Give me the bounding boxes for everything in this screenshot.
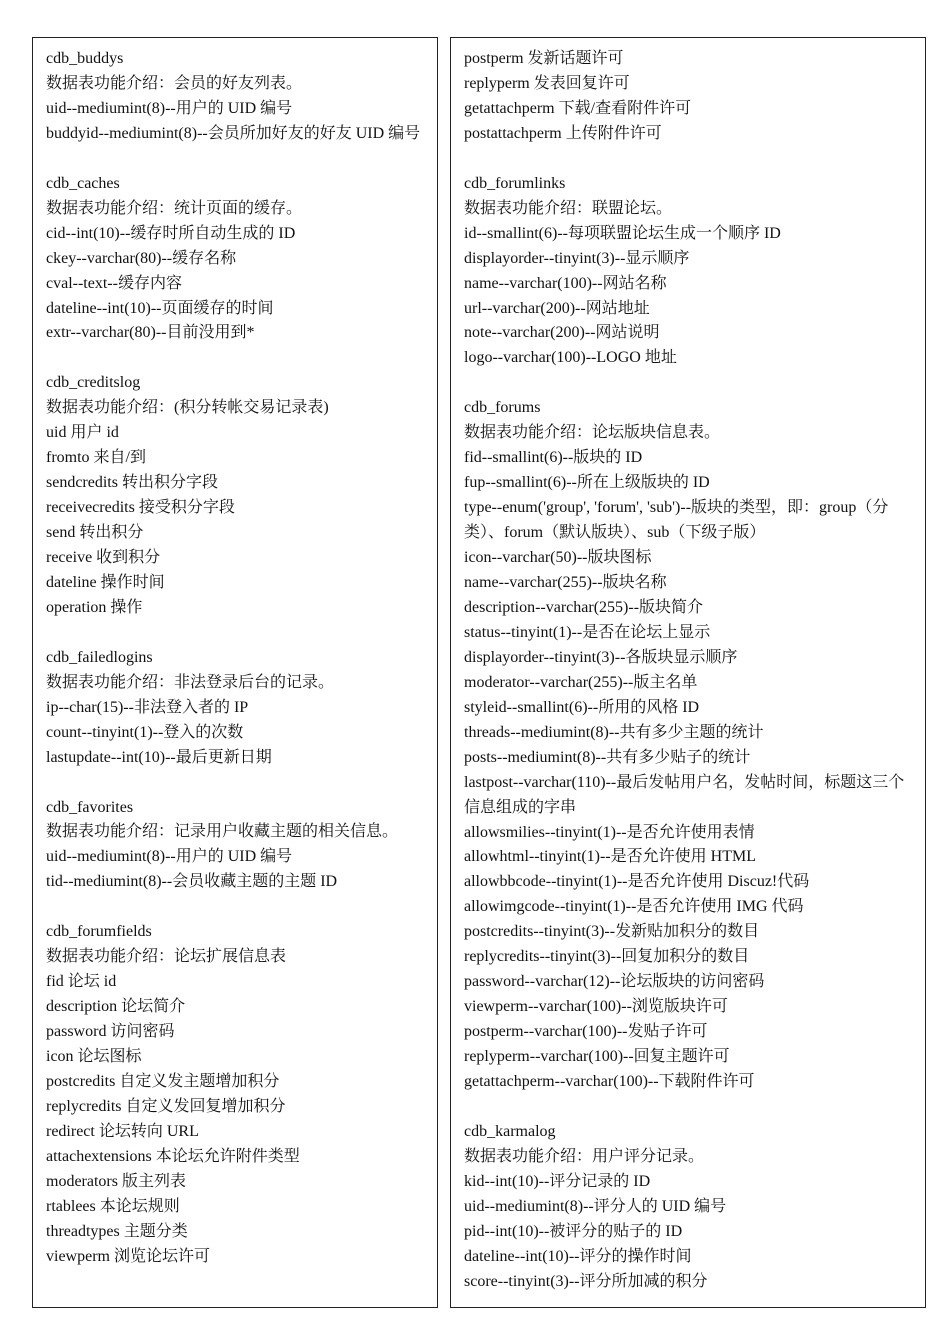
text-line: tid--mediumint(8)--会员收藏主题的主题 ID bbox=[46, 873, 338, 891]
table-name-heading: cdb_forums bbox=[464, 399, 541, 417]
text-line: operation 操作 bbox=[46, 598, 143, 616]
text-line: moderator--varchar(255)--版主名单 bbox=[464, 673, 698, 691]
text-line: uid--mediumint(8)--评分人的 UID 编号 bbox=[464, 1197, 727, 1215]
text-line: dateline 操作时间 bbox=[46, 573, 165, 591]
table-name-heading: cdb_caches bbox=[46, 174, 120, 192]
blank-line bbox=[464, 371, 913, 396]
table-name-heading: cdb_favorites bbox=[46, 798, 134, 816]
blank-line bbox=[46, 895, 425, 920]
text-line: styleid--smallint(6)--所用的风格 ID bbox=[464, 698, 700, 716]
text-line: icon 论坛图标 bbox=[46, 1048, 142, 1066]
text-line: allowimgcode--tinyint(1)--是否允许使用 IMG 代码 bbox=[464, 898, 804, 916]
text-line: fup--smallint(6)--所在上级版块的 ID bbox=[464, 474, 710, 492]
text-line: lastpost--varchar(110)--最后发帖用户名，发帖时间，标题这三个信息组成的字串 bbox=[464, 773, 905, 816]
text-line: replyperm 发表回复许可 bbox=[464, 74, 630, 92]
table-name-heading: cdb_failedlogins bbox=[46, 648, 153, 666]
text-line: 数据表功能介绍：统计页面的缓存。 bbox=[46, 199, 303, 217]
table-name-heading: cdb_karmalog bbox=[464, 1122, 556, 1140]
table-name-heading: cdb_forumfields bbox=[46, 923, 152, 941]
text-line: allowbbcode--tinyint(1)--是否允许使用 Discuz!代码 bbox=[464, 873, 810, 891]
text-line: redirect 论坛转向 URL bbox=[46, 1122, 199, 1140]
text-line: replyperm--varchar(100)--回复主题许可 bbox=[464, 1048, 730, 1066]
blank-line bbox=[46, 346, 425, 371]
text-line: postcredits--tinyint(3)--发新贴加积分的数目 bbox=[464, 923, 760, 941]
text-line: postperm 发新话题许可 bbox=[464, 50, 624, 67]
text-line: rtablees 本论坛规则 bbox=[46, 1197, 180, 1215]
table-name-heading: cdb_creditslog bbox=[46, 374, 141, 392]
text-line: threads--mediumint(8)--共有多少主题的统计 bbox=[464, 723, 764, 741]
text-line: logo--varchar(100)--LOGO 地址 bbox=[464, 349, 677, 367]
text-line: fromto 来自/到 bbox=[46, 449, 146, 467]
text-line: 数据表功能介绍：用户评分记录。 bbox=[464, 1147, 705, 1165]
text-line: score--tinyint(3)--评分所加减的积分 bbox=[464, 1272, 708, 1290]
text-line: dateline--int(10)--页面缓存的时间 bbox=[46, 299, 274, 317]
text-line: pid--int(10)--被评分的贴子的 ID bbox=[464, 1222, 683, 1240]
text-line: 数据表功能介绍：会员的好友列表。 bbox=[46, 74, 303, 92]
text-line: allowhtml--tinyint(1)--是否允许使用 HTML bbox=[464, 848, 756, 866]
text-line: viewperm 浏览论坛许可 bbox=[46, 1247, 210, 1265]
text-line: 数据表功能介绍：联盟论坛。 bbox=[464, 199, 673, 217]
text-line: 数据表功能介绍：(积分转帐交易记录表) bbox=[46, 399, 329, 417]
text-line: buddyid--mediumint(8)--会员所加好友的好友 UID 编号 bbox=[46, 124, 421, 142]
text-line: id--smallint(6)--每项联盟论坛生成一个顺序 ID bbox=[464, 224, 781, 242]
blank-line bbox=[46, 771, 425, 796]
text-line: allowsmilies--tinyint(1)--是否允许使用表情 bbox=[464, 823, 755, 841]
text-line: password 访问密码 bbox=[46, 1023, 175, 1041]
text-line: replycredits 自定义发回复增加积分 bbox=[46, 1097, 286, 1115]
text-line: displayorder--tinyint(3)--各版块显示顺序 bbox=[464, 648, 738, 666]
text-line: fid--smallint(6)--版块的 ID bbox=[464, 449, 643, 467]
text-line: 数据表功能介绍：论坛版块信息表。 bbox=[464, 424, 721, 442]
table-name-heading: cdb_forumlinks bbox=[464, 174, 566, 192]
blank-line bbox=[46, 147, 425, 172]
text-line: receive 收到积分 bbox=[46, 549, 161, 567]
text-line: attachextensions 本论坛允许附件类型 bbox=[46, 1147, 300, 1165]
text-line: sendcredits 转出积分字段 bbox=[46, 474, 218, 492]
text-line: extr--varchar(80)--目前没用到* bbox=[46, 324, 255, 342]
text-line: cid--int(10)--缓存时所自动生成的 ID bbox=[46, 224, 296, 242]
text-line: 数据表功能介绍：非法登录后台的记录。 bbox=[46, 673, 335, 691]
text-line: getattachperm 下载/查看附件许可 bbox=[464, 99, 692, 117]
text-line: replycredits--tinyint(3)--回复加积分的数目 bbox=[464, 948, 750, 966]
text-line: kid--int(10)--评分记录的 ID bbox=[464, 1172, 651, 1190]
table-name-heading: cdb_buddys bbox=[46, 50, 124, 67]
text-line: uid 用户 id bbox=[46, 424, 119, 442]
text-line: postcredits 自定义发主题增加积分 bbox=[46, 1073, 280, 1090]
text-line: status--tinyint(1)--是否在论坛上显示 bbox=[464, 623, 711, 641]
text-line: posts--mediumint(8)--共有多少贴子的统计 bbox=[464, 748, 751, 766]
text-line: receivecredits 接受积分字段 bbox=[46, 499, 235, 517]
text-line: uid--mediumint(8)--用户的 UID 编号 bbox=[46, 848, 293, 866]
right-text-column bbox=[450, 37, 926, 1308]
text-line: description 论坛简介 bbox=[46, 998, 186, 1016]
text-line: ckey--varchar(80)--缓存名称 bbox=[46, 249, 237, 267]
text-line: url--varchar(200)--网站地址 bbox=[464, 299, 650, 317]
text-line: postperm--varchar(100)--发贴子许可 bbox=[464, 1023, 708, 1041]
blank-line bbox=[464, 1095, 913, 1120]
text-line: note--varchar(200)--网站说明 bbox=[464, 324, 660, 342]
text-line: viewperm--varchar(100)--浏览版块许可 bbox=[464, 998, 728, 1016]
blank-line bbox=[46, 621, 425, 646]
text-line: dateline--int(10)--评分的操作时间 bbox=[464, 1247, 692, 1265]
text-line: displayorder--tinyint(3)--显示顺序 bbox=[464, 249, 690, 267]
text-line: type--enum('group', 'forum', 'sub')--版块的类型，即：group（分类）、forum（默认版块）、sub（下级子版） bbox=[464, 499, 889, 542]
text-line: moderators 版主列表 bbox=[46, 1172, 186, 1190]
text-line: postattachperm 上传附件许可 bbox=[464, 124, 662, 142]
text-line: getattachperm--varchar(100)--下载附件许可 bbox=[464, 1073, 755, 1091]
text-line: name--varchar(255)--版块名称 bbox=[464, 573, 667, 591]
text-line: count--tinyint(1)--登入的次数 bbox=[46, 723, 244, 741]
text-line: description--varchar(255)--版块简介 bbox=[464, 598, 704, 616]
text-line: lastupdate--int(10)--最后更新日期 bbox=[46, 748, 272, 766]
text-line: 数据表功能介绍：记录用户收藏主题的相关信息。 bbox=[46, 823, 399, 841]
text-line: uid--mediumint(8)--用户的 UID 编号 bbox=[46, 99, 293, 117]
text-line: cval--text--缓存内容 bbox=[46, 274, 182, 292]
text-line: send 转出积分 bbox=[46, 524, 144, 542]
text-line: icon--varchar(50)--版块图标 bbox=[464, 549, 652, 567]
text-line: fid 论坛 id bbox=[46, 973, 117, 991]
text-line: 数据表功能介绍：论坛扩展信息表 bbox=[46, 948, 287, 966]
left-text-column bbox=[32, 37, 438, 1308]
text-line: password--varchar(12)--论坛版块的访问密码 bbox=[464, 973, 765, 991]
text-line: name--varchar(100)--网站名称 bbox=[464, 274, 667, 292]
text-line: threadtypes 主题分类 bbox=[46, 1222, 188, 1240]
blank-line bbox=[464, 147, 913, 172]
text-line: ip--char(15)--非法登入者的 IP bbox=[46, 698, 249, 716]
